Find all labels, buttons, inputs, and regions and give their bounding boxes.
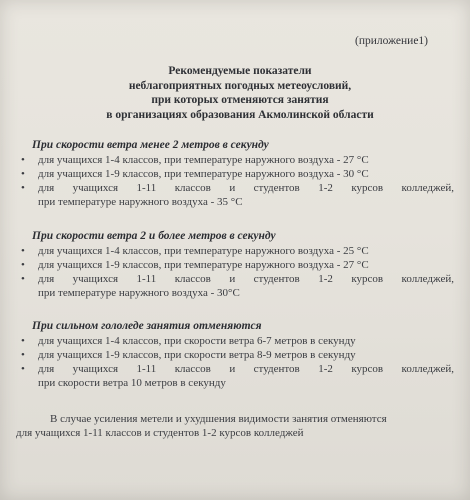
list-item <box>18 362 454 390</box>
word: и <box>229 182 236 194</box>
word: курсов <box>351 363 384 375</box>
section-wind-under-2 <box>18 139 454 209</box>
item-text-justified <box>38 272 454 286</box>
section-heading: При скорости ветра менее 2 метров в секунду <box>32 139 269 151</box>
final-note-line: для учащихся 1-11 классов и студентов 1-2 курсов колледжей <box>16 427 304 439</box>
item-text: для учащихся 1-9 классов, при температуре наружного воздуха - 27 °С <box>38 259 369 271</box>
word: курсов <box>351 182 384 194</box>
item-text: для учащихся 1-4 классов, при температуре наружного воздуха - 27 °С <box>38 154 369 166</box>
title-line: неблагоприятных погодных метеоусловий, <box>128 79 352 92</box>
list-item <box>18 348 454 362</box>
word: колледжей, <box>401 363 454 375</box>
word: 1-2 <box>318 363 333 375</box>
word: студентов <box>253 273 300 285</box>
word: учащихся <box>72 273 119 285</box>
condition-list <box>18 153 454 209</box>
word: студентов <box>253 363 300 375</box>
word: классов <box>174 273 211 285</box>
list-item <box>18 334 454 348</box>
item-text-continued: при температуре наружного воздуха - 30°С <box>38 287 240 299</box>
bullet-icon: • <box>21 182 25 194</box>
word: студентов <box>253 182 300 194</box>
list-item <box>18 153 454 167</box>
list-item <box>18 258 454 272</box>
word: колледжей, <box>401 273 454 285</box>
word: учащихся <box>72 363 119 375</box>
word: классов <box>174 182 211 194</box>
condition-list <box>18 334 454 390</box>
item-text: для учащихся 1-4 классов, при температуре наружного воздуха - 25 °С <box>38 245 369 257</box>
condition-list <box>18 244 454 300</box>
bullet-icon: • <box>21 273 25 285</box>
title-line: в организациях образования Акмолинской области <box>106 108 374 121</box>
title-line: Рекомендуемые показатели <box>168 65 312 77</box>
word: для <box>38 182 55 194</box>
document-title <box>40 64 440 122</box>
section-heading: При сильном гололеде занятия отменяются <box>32 320 262 332</box>
item-text-justified <box>38 181 454 195</box>
title-line: при которых отменяются занятия <box>151 94 329 106</box>
word: учащихся <box>72 182 119 194</box>
word: 1-11 <box>136 182 157 194</box>
bullet-icon: • <box>21 335 25 347</box>
final-note <box>16 412 446 440</box>
item-text-continued: при температуре наружного воздуха - 35 °С <box>38 196 243 208</box>
bullet-icon: • <box>21 245 25 257</box>
bullet-icon: • <box>21 154 25 166</box>
list-item <box>18 272 454 300</box>
word: и <box>229 363 236 375</box>
word: классов <box>174 363 211 375</box>
bullet-icon: • <box>21 363 25 375</box>
word: курсов <box>351 273 384 285</box>
word: 1-2 <box>318 273 333 285</box>
word: 1-2 <box>318 182 333 194</box>
bullet-icon: • <box>21 168 25 180</box>
word: для <box>38 363 55 375</box>
word: и <box>229 273 236 285</box>
annex-label: (приложение1) <box>355 35 428 47</box>
item-text-justified <box>38 362 454 376</box>
list-item <box>18 244 454 258</box>
section-wind-2-or-more <box>18 230 454 300</box>
item-text: для учащихся 1-4 классов, при скорости ветра 6-7 метров в секунду <box>38 335 356 347</box>
item-text: для учащихся 1-9 классов, при скорости ветра 8-9 метров в секунду <box>38 349 356 361</box>
word: колледжей, <box>401 182 454 194</box>
word: 1-11 <box>136 273 157 285</box>
word: 1-11 <box>136 363 157 375</box>
item-text-continued: при скорости ветра 10 метров в секунду <box>38 377 226 389</box>
item-text: для учащихся 1-9 классов, при температуре наружного воздуха - 30 °С <box>38 168 369 180</box>
final-note-line: В случае усиления метели и ухудшения видимости занятия отменяются <box>50 413 387 425</box>
list-item <box>18 181 454 209</box>
section-heading: При скорости ветра 2 и более метров в секунду <box>32 230 276 242</box>
bullet-icon: • <box>21 259 25 271</box>
word: для <box>38 273 55 285</box>
bullet-icon: • <box>21 349 25 361</box>
list-item <box>18 167 454 181</box>
section-ice <box>18 320 454 390</box>
